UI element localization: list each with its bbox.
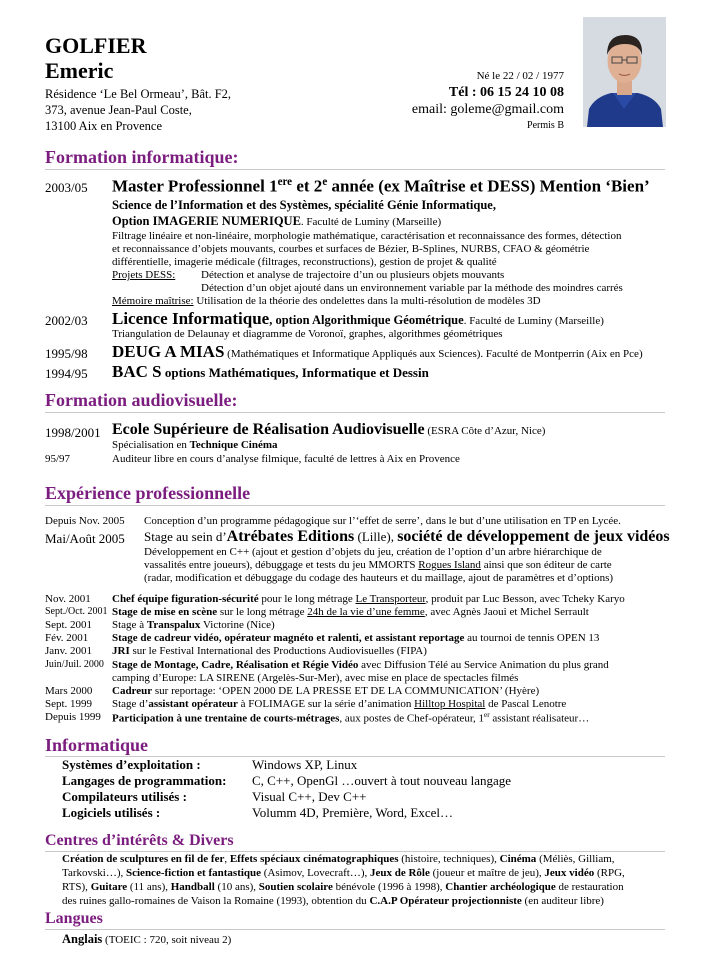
degree-description: Filtrage linéaire et non-linéaire, morphologie mathématique, caractérisation et reconnaissance des formes, détection — [112, 230, 622, 242]
job-date: Janv. 2001 — [45, 645, 92, 657]
interests-line: des ruines gallo-romaines de Vaison la Romaine (1993), obtention du C.A.P Opérateur projectionniste (en auditeur libre) — [62, 895, 604, 907]
degree-subtitle: Science de l’Information et des Systèmes, spécialité Génie Informatique, — [112, 198, 496, 212]
entry-text: vassalités entre joueurs), débuggage et tests du jeu MMORTS Rogues Island ainsi que son éditeur de carte — [144, 559, 612, 571]
section-divider — [45, 929, 665, 930]
entry-text: (radar, modification et débuggage du codage des hauteurs et du maillage, ajout de paramètres et d’options) — [144, 572, 614, 584]
phone: Tél : 06 15 24 10 08 — [448, 85, 564, 100]
job-date: Sept./Oct. 2001 — [45, 606, 108, 617]
job-date: Juin/Juil. 2000 — [45, 659, 104, 670]
job-description: Chef équipe figuration-sécurité pour le long métrage Le Transporteur, produit par Luc Besson, avec Tcheky Karyo — [112, 593, 625, 605]
degree-title: Licence Informatique, option Algorithmique Géométrique. Faculté de Luminy (Marseille) — [112, 309, 604, 328]
section-title-langues: Langues — [45, 910, 103, 927]
project-item: Détection et analyse de trajectoire d’un ou plusieurs objets mouvants — [201, 269, 505, 281]
entry-date: 95/97 — [45, 453, 71, 465]
projects-label: Projets DESS: — [112, 269, 176, 281]
section-divider — [45, 169, 665, 170]
job-description: Stage de Montage, Cadre, Réalisation et Régie Vidéo avec Diffusion Télé au Service Animation du plus grand — [112, 659, 609, 671]
job-date: Nov. 2001 — [45, 593, 91, 605]
entry-date: 2002/03 — [45, 313, 88, 328]
entry-heading: Stage au sein d’Atrébates Editions (Lille), société de développement de jeux vidéos — [144, 528, 670, 545]
section-title-interets: Centres d’intérêts & Divers — [45, 832, 234, 849]
language-entry: Anglais (TOEIC : 720, soit niveau 2) — [62, 932, 232, 946]
job-description: JRI sur le Festival International des Productions Audiovisuelles (FIPA) — [112, 645, 427, 657]
degree-title: BAC S options Mathématiques, Informatique et Dessin — [112, 362, 429, 381]
job-description: Participation à une trentaine de courts-métrages, aux postes de Chef-opérateur, 1er assistant réalisateur… — [112, 711, 590, 725]
job-description: Stage à Transpalux Victorine (Nice) — [112, 619, 275, 631]
section-title-experience: Expérience professionnelle — [45, 483, 251, 503]
degree-title: DEUG A MIAS (Mathématiques et Informatique Appliqués aux Sciences). Faculté de Montperrin (Aix en Pce) — [112, 342, 643, 361]
skill-value: C, C++, OpenGl …ouvert à tout nouveau langage — [252, 773, 512, 788]
degree-title: Master Professionnel 1ere et 2e année (ex Maîtrise et DESS) Mention ‘Bien’ — [112, 176, 650, 196]
entry-text: Auditeur libre en cours d’analyse filmique, faculté de lettres à Aix en Provence — [112, 453, 460, 465]
skill-value: Visual C++, Dev C++ — [252, 789, 367, 804]
job-description: Cadreur sur reportage: ‘OPEN 2000 DE LA PRESSE ET DE LA COMMUNICATION’ (Hyère) — [112, 685, 540, 697]
address-line: Résidence ‘Le Bel Ormeau’, Bât. F2, — [45, 87, 232, 101]
job-description: camping d’Europe: LA SIRENE (Argelès-Sur-Mer), avec mise en place de spectacles filmés — [112, 672, 519, 684]
entry-date: 1995/98 — [45, 346, 88, 361]
entry-text: Développement en C++ (ajout et gestion d’objets du jeu, création de l’option d’un arbre hiérarchique de — [144, 546, 602, 558]
last-name: GOLFIER — [45, 33, 147, 58]
school-title: Ecole Supérieure de Réalisation Audiovisuelle (ESRA Côte d’Azur, Nice) — [112, 421, 546, 438]
first-name: Emeric — [45, 58, 114, 83]
degree-description: différentielle, imagerie médicale (filtrages, reconstructions), gestion de projet & qualité — [112, 256, 497, 268]
job-date: Sept. 2001 — [45, 619, 93, 631]
birth-date: Né le 22 / 02 / 1977 — [476, 70, 564, 82]
interests-line: Tarkovski…), Science-fiction et fantastique (Asimov, Lovecraft…), Jeux de Rôle (joueur et maître de jeu), Jeux vidéo (RPG, — [62, 867, 625, 879]
email: email: goleme@gmail.com — [411, 102, 564, 117]
job-date: Depuis 1999 — [45, 711, 101, 723]
profile-photo — [583, 17, 666, 127]
job-date: Mars 2000 — [45, 685, 93, 697]
job-description: Stage de cadreur vidéo, opérateur magnéto et ralenti, et assistant reportage au tournoi de tennis OPEN 13 — [112, 632, 600, 644]
skill-label: Compilateurs utilisés : — [62, 789, 187, 804]
degree-description: Triangulation de Delaunay et diagramme de Voronoï, graphes, algorithmes géométriques — [112, 328, 503, 340]
skill-label: Logiciels utilisés : — [62, 805, 161, 820]
section-title-informatique: Informatique — [45, 735, 148, 755]
address-line: 373, avenue Jean-Paul Coste, — [45, 103, 192, 117]
thesis-line: Mémoire maîtrise: Utilisation de la théorie des ondelettes dans la multi-résolution de modèles 3D — [112, 295, 541, 307]
section-title-formation-audiovisuelle: Formation audiovisuelle: — [45, 390, 238, 410]
skill-label: Langages de programmation: — [62, 773, 227, 788]
entry-date: Depuis Nov. 2005 — [45, 515, 125, 527]
skill-value: Volumm 4D, Première, Word, Excel… — [252, 805, 454, 820]
section-divider — [45, 412, 665, 413]
degree-option: Option IMAGERIE NUMERIQUE. Faculté de Luminy (Marseille) — [112, 214, 442, 228]
school-specialisation: Spécialisation en Technique Cinéma — [112, 439, 278, 451]
job-date: Sept. 1999 — [45, 698, 93, 710]
entry-date: Mai/Août 2005 — [45, 531, 125, 546]
job-date: Fév. 2001 — [45, 632, 89, 644]
entry-text: Conception d’un programme pédagogique sur l’‘effet de serre’, dans le but d’une utilisation en TP en Lycée. — [144, 515, 621, 527]
section-divider — [45, 851, 665, 852]
entry-date: 1994/95 — [45, 366, 88, 381]
section-title-formation-informatique: Formation informatique: — [45, 147, 239, 167]
job-description: Stage d’assistant opérateur à FOLIMAGE sur la série d’animation Hilltop Hospital de Pascal Lenotre — [112, 698, 567, 710]
skill-value: Windows XP, Linux — [252, 757, 358, 772]
section-divider — [45, 505, 665, 506]
address-line: 13100 Aix en Provence — [45, 119, 162, 133]
interests-line: Création de sculptures en fil de fer, Effets spéciaux cinématographiques (histoire, techniques), Cinéma (Méliès, Gilliam, — [62, 853, 615, 865]
skill-label: Systèmes d’exploitation : — [62, 757, 201, 772]
entry-date: 2003/05 — [45, 180, 88, 195]
entry-date: 1998/2001 — [45, 425, 101, 440]
interests-line: RTS), Guitare (11 ans), Handball (10 ans), Soutien scolaire bénévole (1996 à 1998), Chantier archéologique de restauration — [62, 881, 624, 893]
job-description: Stage de mise en scène sur le long métrage 24h de la vie d’une femme, avec Agnès Jaoui et Michel Serrault — [112, 606, 589, 618]
project-item: Détection d’un objet ajouté dans un environnement variable par la méthode des moindres carrés — [201, 282, 623, 294]
degree-description: et reconnaissance d’objets mouvants, courbes et surfaces de Bézier, B-Splines, NURBS, CFAO & géométrie — [112, 243, 590, 255]
driving-license: Permis B — [527, 120, 564, 131]
